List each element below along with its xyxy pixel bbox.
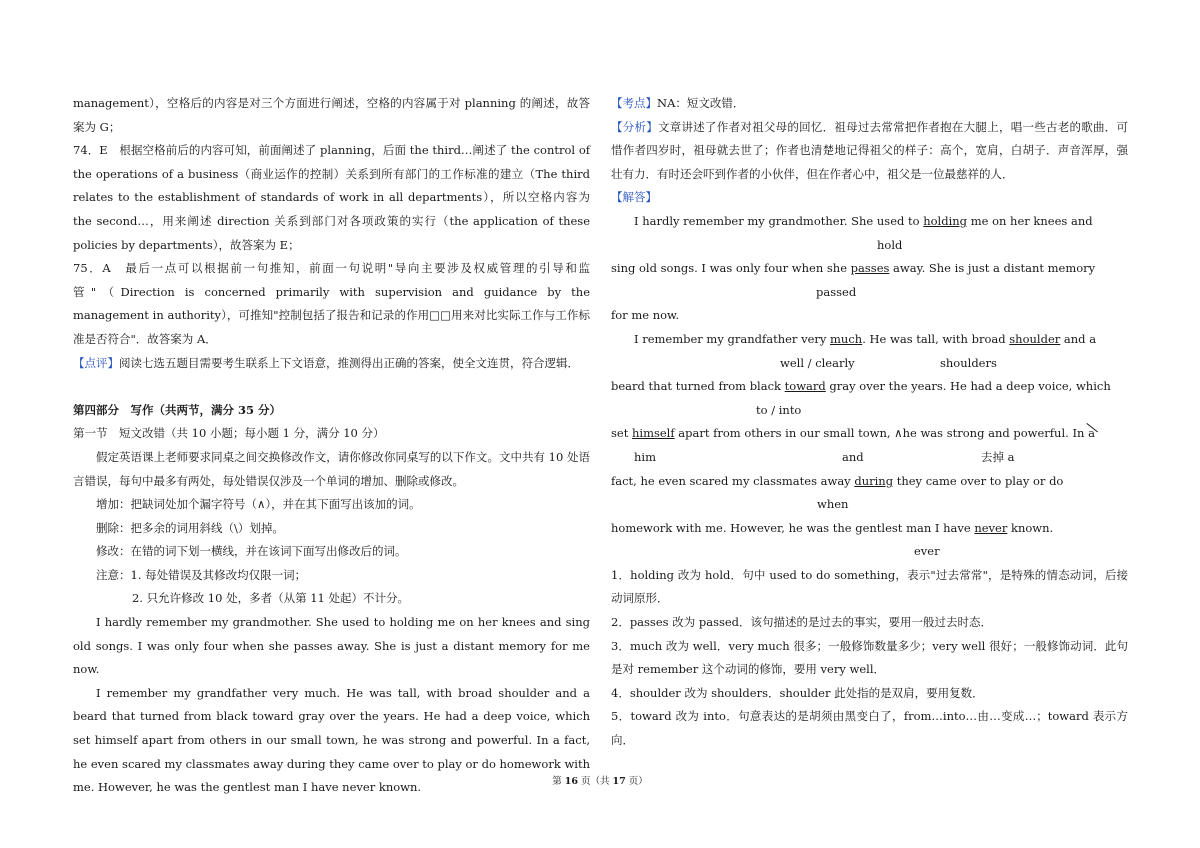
instruction-modify: 修改：在错的词下划一横线，并在该词下面写出修改后的词。 [96,544,407,559]
key-point-tag: 【考点】 [611,96,657,110]
error-delete-a: a [1088,422,1095,446]
error-during: during [854,473,894,488]
correction-well: well / clearly [780,355,855,370]
right-column [611,92,1128,753]
corrected-line-4: I remember my grandfather very much. He was tall, with broad shoulder and a [634,331,1097,346]
error-holding: holding [923,213,968,228]
analysis-tag: 【分析】 [611,119,659,134]
correction-and: and [842,449,864,464]
corrected-line-6: set himself apart from others in our small town, ∧he was strong and powerful. In a [611,422,1128,446]
page-footer: 第 16 页（共 17 页） [552,776,648,787]
correction-row-1 [611,234,1128,258]
analysis-text: 文章讲述了作者对祖父母的回忆．祖母过去常常把作者抱在大腿上，唱一些古老的歌曲．可惜作者四岁时，祖母就去世了；作者也清楚地记得祖父的样子：高个，宽肩，白胡子．声音浑厚，强壮有力．有时还会吓到作者的小伙伴，但在作者心中，祖父是一位最慈祥的人． [611,119,1129,181]
explanation-5: 5．toward 改为 into．句意表达的是胡须由黑变白了，from…into…由…变成…；toward 表示方向． [611,709,1128,748]
corrected-line-5: beard that turned from black toward gray over the years. He had a deep voice, which [611,379,1111,394]
explanation-3: 3．much 改为 well．very much 很多；一般修饰数量多少；very well 很好；一般修饰动词．此句是对 remember 这个动词的修饰，要用 very well． [611,638,1128,677]
corrected-line-1: I hardly remember my grandmother. She used to holding me on her knees and [634,213,1093,228]
paragraph-answer-74: 74．E 根据空格前后的内容可知，前面阐述了 planning，后面 the third…阐述了 the control of the operations of a business（商业运作的控制）关系到所有部门的工作标准的建立（The third relates to the establishment of standards of work in all departments），所以空格内容为 the second…，用来阐述 direction 关系到部门对各项政策的实行（the application of these policies by departments），故答案为 E； [73,143,590,252]
error-toward: toward [784,379,826,394]
corrected-line-3: for me now. [611,308,680,323]
correction-row-2 [611,281,1128,305]
comment-tag: 【点评】 [73,355,119,370]
instruction-intro: 假定英语课上老师要求同桌之间交换修改作文，请你修改你同桌写的以下作文。文中共有 10 处语言错误，每句中最多有两处，每处错误仅涉及一个单词的增加、删除或修改。 [73,449,590,488]
correction-row-5 [611,399,1128,423]
explanation-2: 2．passes 改为 passed．该句描述的是过去的事实，要用一般过去时态． [611,615,993,630]
corrected-line-8: homework with me. However, he was the gentlest man I have never known. [611,520,1054,535]
note-two: 2. 只允许修改 10 处，多者（从第 11 处起）不计分。 [132,591,410,606]
correction-when: when [817,497,849,512]
key-point [611,92,1128,116]
comment-text: 阅读七选五题目需要考生联系上下文语意，推测得出正确的答案，使全文连贯，符合逻辑． [119,355,579,370]
instruction-add: 增加：把缺词处加个漏字符号（∧），并在其下面写出该加的词。 [96,497,421,512]
explanation-1: 1．holding 改为 hold．句中 used to do something，表示"过去常常"，是特殊的情态动词，后接动词原形． [611,567,1128,606]
essay-paragraph-2: I remember my grandfather very much. He was tall, with broad shoulder and a beard that turned from black toward gray over the years. He had a deep voice, which set himself apart from others in our small town, he was strong and powerful. In a fact, he even scared my classmates away during they came over to play or do homework with me. However, he was the gentlest man I have never known. [73,685,590,795]
corrected-line-7: fact, he even scared my classmates away during they came over to play or do [611,473,1064,488]
solution-tag: 【解答】 [611,190,657,205]
key-point-text: NA：短文改错． [657,96,745,110]
error-much: much [830,331,863,346]
page-total: 17 [612,776,626,787]
section-title: 第四部分 写作（共两节，满分 35 分） [73,402,282,417]
correction-row-6 [611,446,1128,470]
note-one: 注意：1. 每处错误及其修改均仅限一词； [96,567,307,582]
explanation-4: 4．shoulder 改为 shoulders．shoulder 此处指的是双肩，要用复数． [611,685,984,700]
paragraph-comment [73,352,590,376]
correction-shoulders: shoulders [940,355,997,370]
correction-row-7 [611,493,1128,517]
essay-paragraph-1: I hardly remember my grandmother. She used to holding me on her knees and sing old songs. I was only four when she passes away. She is just a distant memory for me now. [73,615,590,677]
error-passes: passes [850,261,890,276]
paragraph-answer-75: 75．A 最后一点可以根据前一句推知，前面一句说明"导向主要涉及权威管理的引导和监管"（Direction is concerned primarily with supervision and guidance by the management in authority），可推知"控制包括了报告和记录的作用□□用来对比实际工作与工作标准是否符合"．故答案为 A． [73,261,590,346]
left-column [73,92,590,800]
paragraph-73-conclusion: management），空格后的内容是对三个方面进行阐述，空格的内容属于对 planning 的阐述，故答案为 G； [73,96,590,134]
corrected-line-2: sing old songs. I was only four when she passes away. She is just a distant memory [611,261,1096,276]
instruction-delete: 删除：把多余的词用斜线（\）划掉。 [96,520,284,535]
subsection-title: 第一节 短文改错（共 10 小题；每小题 1 分，满分 10 分） [73,426,385,441]
correction-into: to / into [756,402,802,417]
analysis [611,116,1128,187]
correction-hold: hold [877,237,903,252]
page-number: 16 [564,776,578,787]
error-himself: himself [631,426,675,441]
error-shoulder: shoulder [1009,331,1061,346]
correction-row-8 [611,540,1128,564]
correction-remove-a: 去掉 a [981,449,1015,464]
error-never: never [974,520,1008,535]
correction-him: him [634,449,656,464]
correction-row-4 [611,352,1128,376]
correction-ever: ever [914,544,940,559]
correction-passed: passed [816,284,857,299]
